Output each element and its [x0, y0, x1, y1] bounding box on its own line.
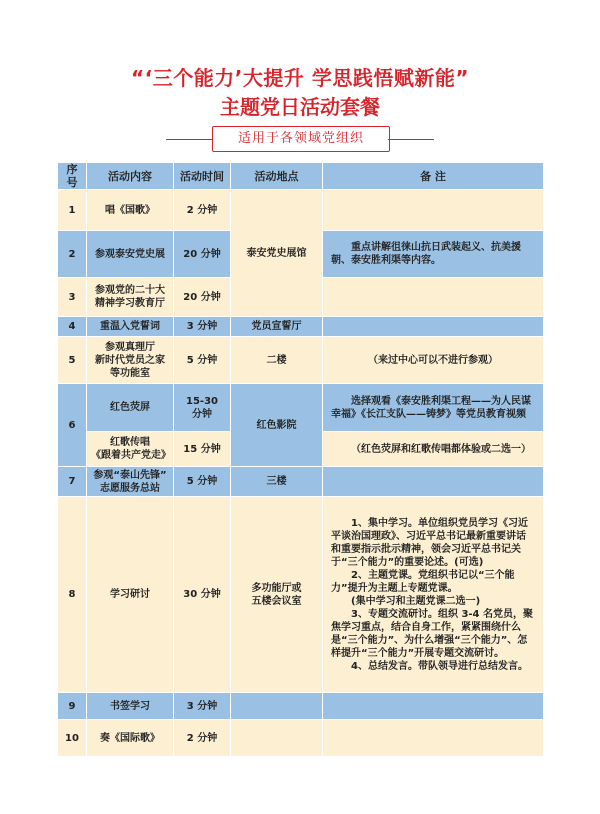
activity-note-empty — [323, 278, 544, 317]
activity-location: 多功能厅或 五楼会议室 — [231, 497, 323, 693]
activity-content: 唱《国歌》 — [87, 190, 174, 231]
subtitle-divider-left — [166, 139, 212, 140]
activity-time: 15 分钟 — [174, 432, 231, 467]
subtitle-banner — [0, 126, 600, 152]
activity-content: 参观真理厅 新时代党员之家 等功能室 — [87, 337, 174, 384]
table-header-row — [58, 163, 544, 190]
activity-location: 二楼 — [231, 337, 323, 384]
activity-time: 5 分钟 — [174, 337, 231, 384]
activity-note: （红色荧屏和红歌传唱都体验或二选一） — [323, 432, 544, 467]
subtitle: 适用于各领域党组织 — [212, 126, 390, 152]
activity-note-empty — [323, 693, 544, 720]
activity-content: 重温入党誓词 — [87, 317, 174, 337]
row-number: 5 — [58, 337, 87, 384]
activity-note-empty — [323, 467, 544, 497]
activity-time: 5 分钟 — [174, 467, 231, 497]
activity-time: 3 分钟 — [174, 693, 231, 720]
activity-location: 三楼 — [231, 467, 323, 497]
row-number: 2 — [58, 231, 87, 278]
table-row — [58, 497, 544, 693]
activity-content: 书签学习 — [87, 693, 174, 720]
row-number: 1 — [58, 190, 87, 231]
title-line-1: “‘三个能力’大提升 学思践悟赋新能” — [131, 66, 469, 90]
activity-note-empty — [323, 720, 544, 757]
row-number: 4 — [58, 317, 87, 337]
row-number: 9 — [58, 693, 87, 720]
row-number: 8 — [58, 497, 87, 693]
table-row — [58, 467, 544, 497]
col-header-time: 活动时间 — [174, 163, 231, 190]
title-line-2: 主题党日活动套餐 — [220, 95, 380, 119]
activity-location-empty — [231, 693, 323, 720]
col-header-note: 备 注 — [323, 163, 544, 190]
activity-note-empty — [323, 317, 544, 337]
activity-time: 3 分钟 — [174, 317, 231, 337]
subtitle-divider-right — [388, 139, 434, 140]
activity-location-empty — [231, 720, 323, 757]
activity-content: 学习研讨 — [87, 497, 174, 693]
activity-location: 红色影院 — [231, 384, 323, 467]
activity-content: 红色荧屏 — [87, 384, 174, 432]
activity-content: 奏《国际歌》 — [87, 720, 174, 757]
activity-note: 选择观看《泰安胜利渠工程——为人民谋幸福》《长江支队——铸梦》等党员教育视频 — [323, 384, 544, 432]
table-row — [58, 337, 544, 384]
activity-note — [323, 497, 544, 693]
col-header-content: 活动内容 — [87, 163, 174, 190]
activity-content: 参观党的二十大 精神学习教育厅 — [87, 278, 174, 317]
activity-time: 20 分钟 — [174, 231, 231, 278]
note-item: (集中学习和主题党课二选一) — [351, 595, 481, 607]
activity-note: （来过中心可以不进行参观） — [323, 337, 544, 384]
note-item: 1、集中学习。单位组织党员学习《习近平谈治国理政》、习近平总书记最新重要讲话和重要指示批示精神，领会习近平总书记关于“三个能力”的重要论述。(可选) — [331, 517, 528, 568]
activity-time: 2 分钟 — [174, 190, 231, 231]
activity-location: 党员宣誓厅 — [231, 317, 323, 337]
activity-note-empty — [323, 190, 544, 231]
row-number: 3 — [58, 278, 87, 317]
row-number: 6 — [58, 384, 87, 467]
activity-note: 重点讲解徂徕山抗日武装起义、抗美援朝、泰安胜利渠等内容。 — [323, 231, 544, 278]
activity-content: 红歌传唱 《跟着共产党走》 — [87, 432, 174, 467]
activity-time: 15-30 分钟 — [174, 384, 231, 432]
activity-content: 参观泰安党史展 — [87, 231, 174, 278]
activity-time: 2 分钟 — [174, 720, 231, 757]
activity-content: 参观“泰山先锋” 志愿服务总站 — [87, 467, 174, 497]
activity-time: 20 分钟 — [174, 278, 231, 317]
table-row — [58, 317, 544, 337]
note-item: 2、主题党课。党组织书记以“三个能力”提升为主题上专题党课。 — [331, 569, 515, 594]
activity-table — [57, 162, 544, 757]
note-item: 4、总结发言。带队领导进行总结发言。 — [351, 660, 528, 672]
table-row — [58, 693, 544, 720]
row-number: 10 — [58, 720, 87, 757]
col-header-no: 序号 — [58, 163, 87, 190]
row-number: 7 — [58, 467, 87, 497]
table-row — [58, 720, 544, 757]
activity-location: 泰安党史展馆 — [231, 190, 323, 317]
table-row — [58, 384, 544, 432]
table-row — [58, 190, 544, 231]
note-item: 3、专题交流研讨。组织 3-4 名党员，聚焦学习重点，结合自身工作，紧紧围绕什么是“三个能力”、为什么增强“三个能力”、怎样提升“三个能力”开展专题交流研讨。 — [331, 608, 533, 659]
col-header-location: 活动地点 — [231, 163, 323, 190]
activity-time: 30 分钟 — [174, 497, 231, 693]
